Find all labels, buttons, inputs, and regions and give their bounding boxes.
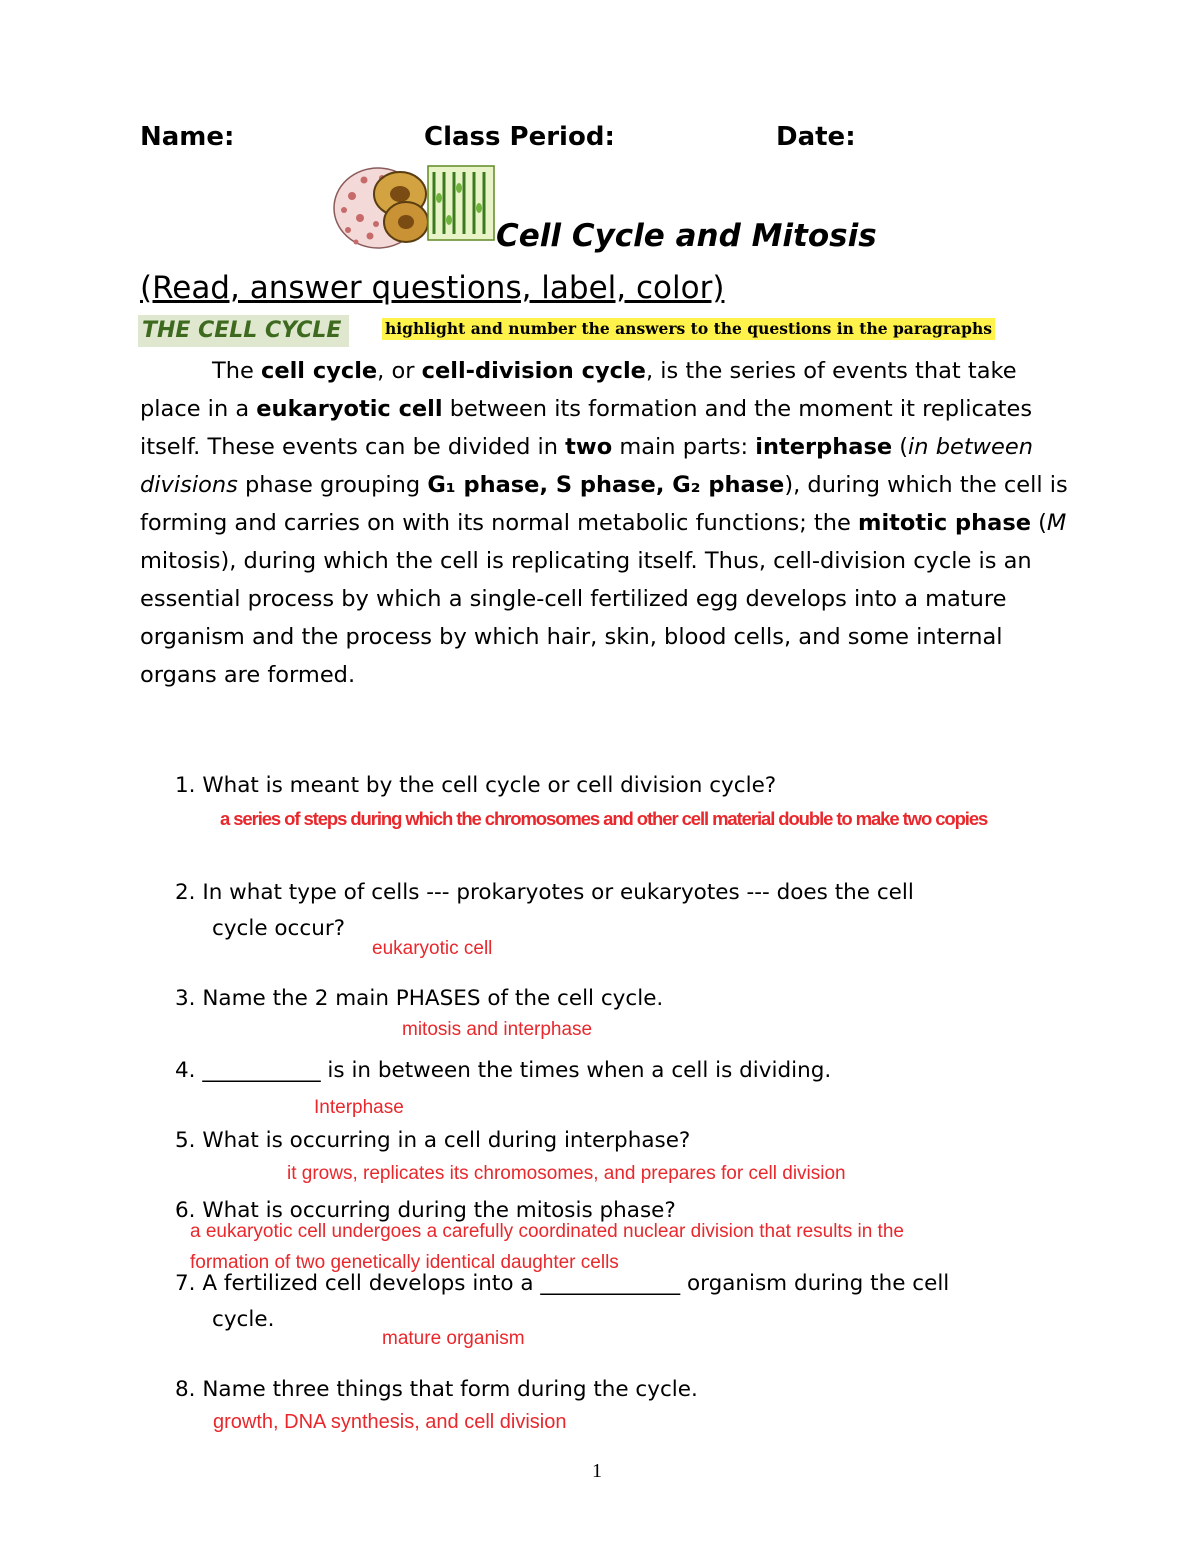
cells-clipart-logo-icon (330, 158, 500, 250)
class-period-label: Class Period: (424, 122, 615, 152)
section-heading: THE CELL CYCLE (138, 315, 349, 347)
question-7: 7. A fertilized cell develops into a _____________ organism during the cell (175, 1271, 950, 1296)
date-label: Date: (776, 122, 856, 152)
question-2-cont: cycle occur? (212, 916, 346, 941)
answer-2: eukaryotic cell (372, 938, 493, 959)
question-5: 5. What is occurring in a cell during interphase? (175, 1128, 691, 1153)
question-4: 4. ___________ is in between the times when a cell is dividing. (175, 1058, 832, 1083)
page-title: Cell Cycle and Mitosis (496, 218, 877, 254)
answer-6: a eukaryotic cell undergoes a carefully coordinated nuclear division that results in the (190, 1221, 904, 1242)
answer-7: mature organism (382, 1328, 525, 1349)
answer-1: a series of steps during which the chromosomes and other cell material double to make two copies (220, 808, 988, 829)
answer-4: Interphase (314, 1097, 404, 1118)
name-label: Name: (140, 122, 235, 152)
answer-3: mitosis and interphase (402, 1019, 593, 1040)
highlight-instruction: highlight and number the answers to the questions in the paragraphs (382, 318, 995, 340)
answer-6-cont: formation of two genetically identical daughter cells (190, 1252, 619, 1273)
answer-8: growth, DNA synthesis, and cell division (213, 1411, 567, 1433)
question-8: 8. Name three things that form during the cycle. (175, 1377, 698, 1402)
question-6: 6. What is occurring during the mitosis phase? (175, 1198, 676, 1223)
question-1: 1. What is meant by the cell cycle or cell division cycle? (175, 773, 777, 798)
question-7-cont: cycle. (212, 1307, 275, 1332)
answer-5: it grows, replicates its chromosomes, and prepares for cell division (287, 1163, 846, 1184)
page-subtitle: (Read, answer questions, label, color) (140, 270, 725, 306)
question-2: 2. In what type of cells --- prokaryotes or eukaryotes --- does the cell (175, 880, 914, 905)
intro-paragraph: The cell cycle, or cell-division cycle, is the series of events that take place in a eukaryotic cell between its formation and the moment it replicates itself. These events can be divided in two main parts: interphase (in between divisions phase grouping G₁ phase, S phase, G₂ phase), during which the cell is forming and carries on with its normal metabolic functions; the mitotic phase (M mitosis), during which the cell is replicating itself. Thus, cell-division cycle is an essential process by which a single-cell fertilized egg develops into a mature organism and the process by which hair, skin, blood cells, and some internal organs are formed. (140, 358, 1068, 688)
question-3: 3. Name the 2 main PHASES of the cell cycle. (175, 986, 664, 1011)
page-number: 1 (592, 1460, 602, 1482)
